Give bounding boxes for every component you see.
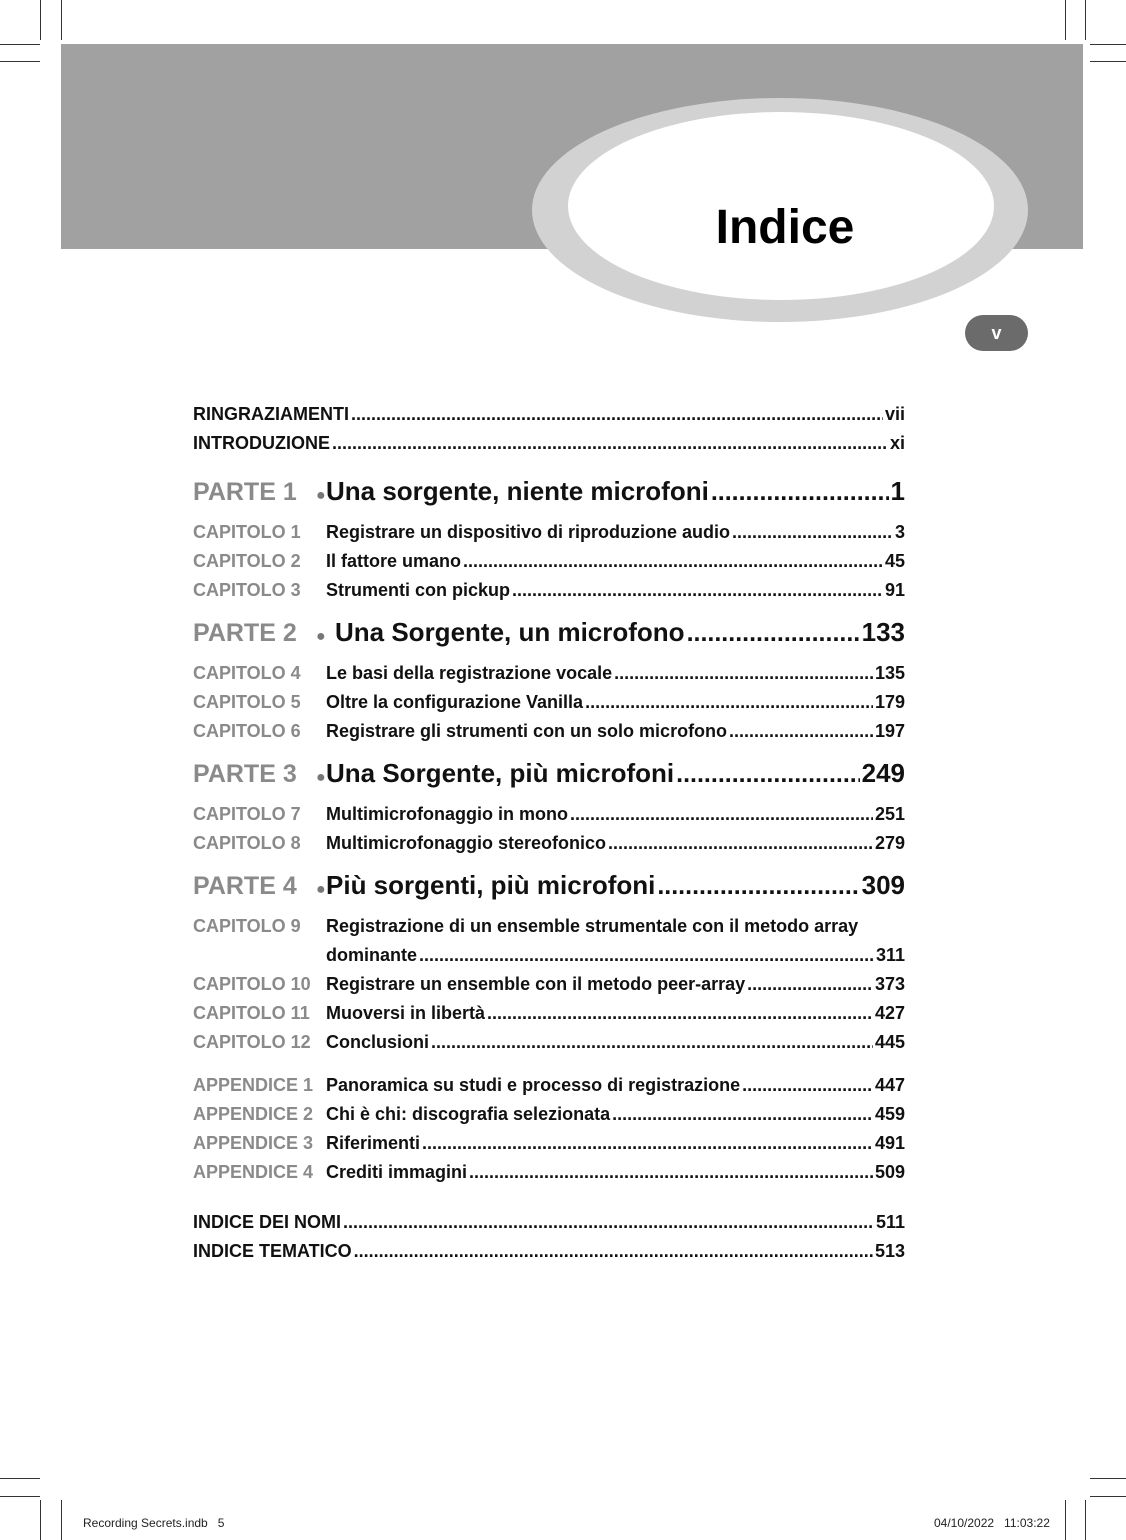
part-title: Una Sorgente, un microfono	[335, 617, 685, 647]
chapter-prefix: CAPITOLO 10	[193, 974, 311, 994]
toc-chapter[interactable]	[193, 717, 905, 746]
crop-mark	[1085, 0, 1086, 40]
part-title: Più sorgenti, più microfoni	[326, 870, 656, 900]
chapter-prefix: CAPITOLO 11	[193, 1003, 310, 1023]
toc-back-item[interactable]	[193, 1208, 905, 1237]
toc-page-number: 491	[874, 1133, 905, 1153]
toc-page-number: 513	[874, 1241, 905, 1261]
toc-chapter[interactable]	[193, 1028, 905, 1057]
toc-chapter[interactable]	[193, 912, 905, 941]
toc-page-number: 447	[874, 1075, 905, 1095]
toc-page-number: 459	[874, 1104, 905, 1124]
page-title: Indice	[715, 201, 855, 254]
toc-page-number: 373	[874, 974, 905, 994]
toc-appendix[interactable]	[193, 1129, 905, 1158]
toc-chapter-continuation[interactable]	[193, 941, 905, 970]
appendix-prefix: APPENDICE 1	[193, 1075, 314, 1095]
bullet-icon: ●	[316, 769, 326, 786]
appendix-title: Panoramica su studi e processo di registrazione	[326, 1075, 741, 1095]
toc-chapter[interactable]	[193, 800, 905, 829]
crop-mark	[1090, 44, 1126, 45]
chapter-prefix: CAPITOLO 2	[193, 551, 301, 571]
toc-front-item[interactable]	[193, 400, 905, 429]
chapter-title: Il fattore umano	[326, 551, 462, 571]
dot-leader	[422, 1129, 873, 1158]
chapter-title: Conclusioni	[326, 1032, 429, 1052]
toc-page-number: 249	[861, 758, 905, 788]
toc-chapter[interactable]	[193, 688, 905, 717]
dot-leader	[747, 970, 873, 999]
part-prefix: PARTE 4 ●	[193, 859, 326, 912]
toc-chapter[interactable]	[193, 970, 905, 999]
dot-leader	[729, 717, 873, 746]
dot-leader	[354, 1237, 873, 1266]
crop-mark	[61, 0, 62, 40]
crop-mark	[40, 0, 41, 40]
crop-mark	[1090, 1478, 1126, 1479]
dot-leader	[732, 518, 893, 547]
toc-appendix[interactable]	[193, 1100, 905, 1129]
bullet-icon: ●	[316, 628, 326, 645]
chapter-prefix: CAPITOLO 4	[193, 663, 301, 683]
chapter-prefix: CAPITOLO 7	[193, 804, 301, 824]
footer-timestamp: 04/10/2022 11:03:22	[934, 1516, 1050, 1530]
toc-page-number: 509	[874, 1162, 905, 1182]
part-prefix: PARTE 2 ●	[193, 606, 326, 659]
chapter-title: Multimicrofonaggio stereofonico	[326, 833, 607, 853]
crop-mark	[61, 1500, 62, 1540]
dot-leader	[351, 400, 883, 429]
toc-appendix[interactable]	[193, 1158, 905, 1187]
dot-leader	[687, 606, 860, 659]
toc-entry-label: INTRODUZIONE	[193, 433, 330, 453]
dot-leader	[487, 999, 873, 1028]
chapter-prefix: CAPITOLO 3	[193, 580, 301, 600]
toc-page-number: 309	[861, 870, 905, 900]
dot-leader	[570, 800, 873, 829]
toc-chapter[interactable]	[193, 576, 905, 605]
toc-page-number: 135	[874, 663, 905, 683]
crop-mark	[1085, 1500, 1086, 1540]
toc-part-heading[interactable]	[193, 858, 905, 912]
chapter-title: Muoversi in libertà	[326, 1003, 486, 1023]
toc-page-number: 511	[875, 1212, 905, 1232]
chapter-prefix: CAPITOLO 8	[193, 833, 301, 853]
chapter-title: Registrare un dispositivo di riproduzione audio	[326, 522, 731, 542]
toc-page-number: 311	[875, 945, 905, 965]
toc-page-number: xi	[889, 433, 905, 453]
appendix-prefix: APPENDICE 3	[193, 1133, 314, 1153]
chapter-prefix: CAPITOLO 1	[193, 522, 301, 542]
toc-page-number: 279	[874, 833, 905, 853]
toc-page-number: 251	[874, 804, 905, 824]
part-prefix: PARTE 3 ●	[193, 747, 326, 800]
toc-part-heading[interactable]	[193, 464, 905, 518]
toc-back-item[interactable]	[193, 1237, 905, 1266]
crop-mark	[0, 1496, 40, 1497]
appendix-prefix: APPENDICE 2	[193, 1104, 314, 1124]
toc-part-heading[interactable]	[193, 605, 905, 659]
toc-chapter[interactable]	[193, 999, 905, 1028]
table-of-contents	[193, 400, 905, 1266]
toc-page-number: vii	[884, 404, 905, 424]
toc-page-number: 445	[874, 1032, 905, 1052]
chapter-title: Multimicrofonaggio in mono	[326, 804, 568, 824]
dot-leader	[614, 659, 873, 688]
toc-page-number: 91	[884, 580, 905, 600]
dot-leader	[742, 1071, 873, 1100]
toc-page-number: 427	[874, 1003, 905, 1023]
toc-page-number: 45	[884, 551, 905, 571]
toc-part-heading[interactable]	[193, 746, 905, 800]
dot-leader	[676, 747, 859, 800]
dot-leader	[332, 429, 888, 458]
toc-page-number: 179	[874, 692, 905, 712]
dot-leader	[608, 829, 873, 858]
chapter-title: Strumenti con pickup	[326, 580, 511, 600]
toc-front-item[interactable]	[193, 429, 905, 458]
dot-leader	[612, 1100, 873, 1129]
part-title: Una Sorgente, più microfoni	[326, 758, 675, 788]
toc-page-number: 3	[894, 522, 905, 542]
dot-leader	[512, 576, 883, 605]
toc-entry-label: INDICE TEMATICO	[193, 1241, 352, 1261]
crop-mark	[0, 61, 40, 62]
part-prefix: PARTE 1 ●	[193, 465, 326, 518]
crop-mark	[0, 1478, 40, 1479]
dot-leader	[585, 688, 873, 717]
chapter-title-continuation: dominante	[326, 945, 418, 965]
dot-leader	[469, 1158, 873, 1187]
toc-appendix[interactable]	[193, 1071, 905, 1100]
toc-page-number: 197	[874, 721, 905, 741]
crop-mark	[1090, 1496, 1126, 1497]
crop-mark	[40, 1500, 41, 1540]
chapter-prefix: CAPITOLO 9	[193, 916, 301, 936]
crop-mark	[1065, 1500, 1066, 1540]
toc-page-number: 133	[861, 617, 905, 647]
toc-chapter[interactable]	[193, 829, 905, 858]
dot-leader	[343, 1208, 874, 1237]
toc-chapter[interactable]	[193, 547, 905, 576]
dot-leader	[711, 465, 889, 518]
bullet-icon: ●	[316, 881, 326, 898]
chapter-prefix: CAPITOLO 6	[193, 721, 301, 741]
chapter-prefix: CAPITOLO 5	[193, 692, 301, 712]
chapter-title: Registrazione di un ensemble strumentale con il metodo array	[326, 916, 859, 936]
toc-entry-label: RINGRAZIAMENTI	[193, 404, 349, 424]
toc-page-number: 1	[890, 476, 905, 506]
crop-mark	[1090, 61, 1126, 62]
chapter-title: Registrare gli strumenti con un solo microfono	[326, 721, 728, 741]
dot-leader	[657, 859, 859, 912]
appendix-title: Crediti immagini	[326, 1162, 468, 1182]
chapter-title: Oltre la configurazione Vanilla	[326, 692, 584, 712]
appendix-prefix: APPENDICE 4	[193, 1162, 314, 1182]
dot-leader	[431, 1028, 873, 1057]
crop-mark	[0, 44, 40, 45]
toc-chapter[interactable]	[193, 659, 905, 688]
page-number-badge: v	[965, 315, 1028, 351]
chapter-title: Registrare un ensemble con il metodo peer-array	[326, 974, 746, 994]
bullet-icon: ●	[316, 487, 326, 504]
footer-filename: Recording Secrets.indb 5	[83, 1516, 225, 1530]
toc-entry-label: INDICE DEI NOMI	[193, 1212, 342, 1232]
appendix-title: Riferimenti	[326, 1133, 421, 1153]
crop-mark	[1065, 0, 1066, 40]
chapter-title: Le basi della registrazione vocale	[326, 663, 613, 683]
dot-leader	[419, 941, 874, 970]
chapter-prefix: CAPITOLO 12	[193, 1032, 311, 1052]
part-title: Una sorgente, niente microfoni	[326, 476, 709, 506]
appendix-title: Chi è chi: discografia selezionata	[326, 1104, 611, 1124]
toc-chapter[interactable]	[193, 518, 905, 547]
dot-leader	[463, 547, 883, 576]
